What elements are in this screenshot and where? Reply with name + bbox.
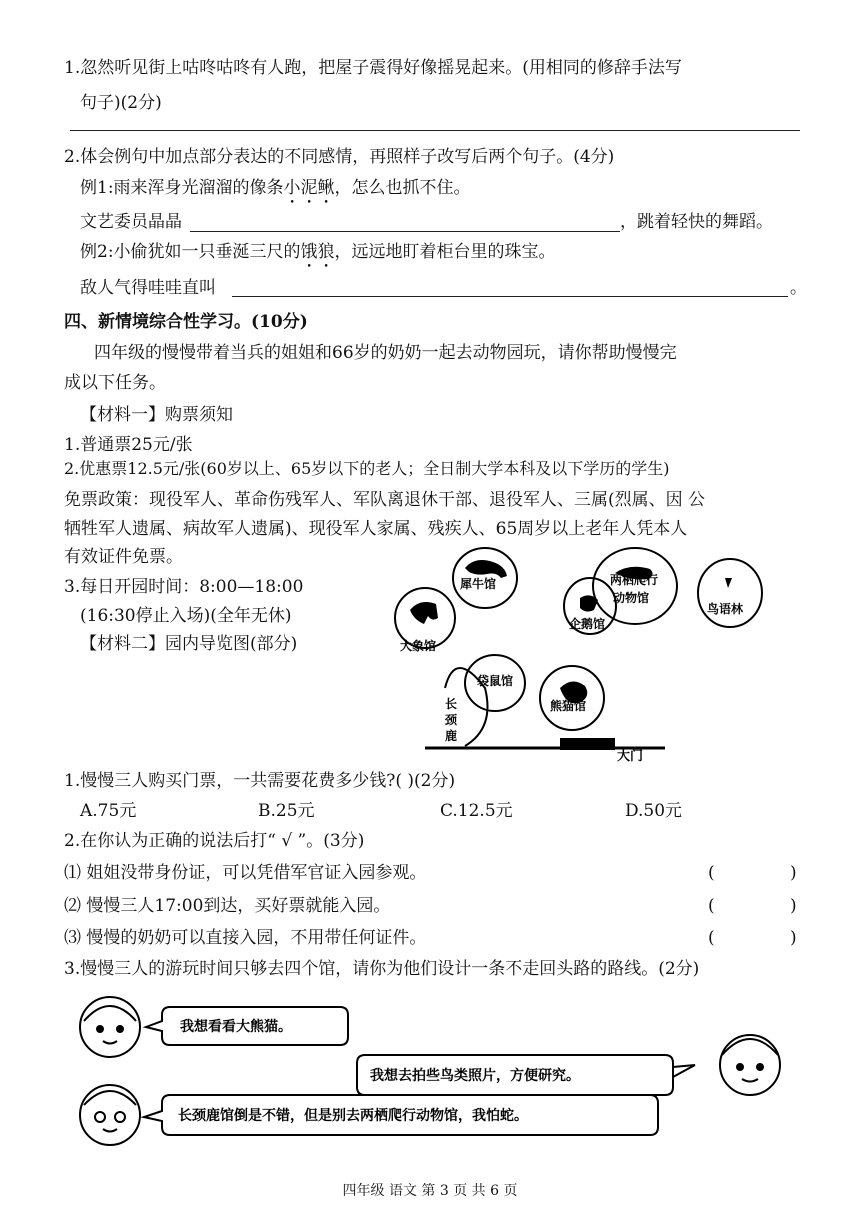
q2-fill1-pre: 文艺委员晶晶 bbox=[80, 212, 182, 232]
q1-answer-line[interactable] bbox=[70, 130, 800, 131]
ex2-dotted: 饿狼 bbox=[300, 242, 335, 262]
q2-fill2-line[interactable] bbox=[232, 296, 788, 297]
task2: 2.在你认为正确的说法后打“ √ ”。(3分) bbox=[64, 831, 365, 851]
map-label-bird-forest: 鸟语林 bbox=[707, 602, 744, 616]
map-label-gate: 大门 bbox=[617, 749, 644, 764]
map-label-giraffe2: 颈 bbox=[445, 713, 458, 727]
q2-title: 2.体会例句中加点部分表达的不同感情，再照样子改写后两个句子。(4分) bbox=[64, 147, 615, 167]
statement2: ⑵ 慢慢三人17:00到达，买好票就能入园。 bbox=[64, 896, 391, 916]
material1-hours: 3.每日开园时间：8:00—18:00 bbox=[64, 577, 304, 597]
dialogue-illustration bbox=[70, 995, 810, 1155]
page-footer: 四年级 语文 第 3 页 共 6 页 bbox=[342, 1183, 518, 1199]
statement2-paren-left[interactable]: ( bbox=[708, 896, 715, 916]
task3: 3.慢慢三人的游玩时间只够去四个馆，请你为他们设计一条不走回头路的路线。(2分) bbox=[64, 959, 700, 979]
statement1-paren-left[interactable]: ( bbox=[708, 863, 715, 883]
map-label-penguin: 企鹅馆 bbox=[569, 617, 606, 631]
statement3-paren-right[interactable]: ) bbox=[790, 928, 797, 948]
grandma-avatar bbox=[80, 1085, 140, 1145]
map-label-giraffe3: 鹿 bbox=[445, 729, 458, 743]
ex2-pre: 例2:小偷犹如一只垂涎三尺的 bbox=[80, 242, 301, 262]
option-c[interactable]: C.12.5元 bbox=[440, 801, 513, 821]
q2-fill2-post: 。 bbox=[790, 278, 807, 298]
ex1-dotted: 小泥鳅 bbox=[283, 178, 335, 198]
material1-free3: 有效证件免票。 bbox=[64, 547, 183, 567]
option-b[interactable]: B.25元 bbox=[258, 801, 315, 821]
section4-title: 四、新情境综合性学习。(10分) bbox=[64, 312, 308, 332]
statement1: ⑴ 姐姐没带身份证，可以凭借军官证入园参观。 bbox=[64, 863, 427, 883]
statement3: ⑶ 慢慢的奶奶可以直接入园，不用带任何证件。 bbox=[64, 928, 427, 948]
option-d[interactable]: D.50元 bbox=[625, 801, 683, 821]
intro-line1: 四年级的慢慢带着当兵的姐姐和66岁的奶奶一起去动物园玩，请你帮助慢慢完 bbox=[94, 343, 677, 363]
material1-free2: 牺牲军人遗属、病故军人遗属)、现役军人家属、残疾人、65周岁以上老年人凭本人 bbox=[64, 519, 688, 539]
q1-line2: 句子)(2分) bbox=[80, 93, 162, 113]
q2-example1 bbox=[80, 177, 471, 208]
option-a[interactable]: A.75元 bbox=[80, 801, 137, 821]
statement2-paren-right[interactable]: ) bbox=[790, 896, 797, 916]
bubble2-text: 我想去拍些鸟类照片，方便研究。 bbox=[370, 1068, 580, 1084]
map-label-reptile2: 动物馆 bbox=[613, 591, 650, 605]
material2-title: 【材料二】园内导览图(部分) bbox=[80, 634, 298, 654]
material1-item1: 1.普通票25元/张 bbox=[64, 435, 193, 455]
map-label-kangaroo: 袋鼠馆 bbox=[477, 674, 514, 688]
map-label-elephant: 大象馆 bbox=[400, 639, 437, 653]
q1-line1: 1.忽然听见街上咕咚咕咚有人跑，把屋子震得好像摇晃起来。(用相同的修辞手法写 bbox=[64, 58, 682, 78]
q2-fill1-post: ，跳着轻快的舞蹈。 bbox=[620, 212, 773, 232]
q2-example2 bbox=[80, 241, 556, 272]
task1: 1.慢慢三人购买门票，一共需要花费多少钱?( )(2分) bbox=[64, 771, 456, 791]
statement3-paren-left[interactable]: ( bbox=[708, 928, 715, 948]
map-label-rhino: 犀牛馆 bbox=[460, 577, 497, 591]
gate-building bbox=[560, 738, 615, 750]
q2-fill1-line[interactable] bbox=[190, 231, 620, 232]
ex2-post: ，远远地盯着柜台里的珠宝。 bbox=[334, 242, 556, 262]
material1-item2: 2.优惠票12.5元/张(60岁以上、65岁以下的老人；全日制大学本科及以下学历的学生) bbox=[64, 459, 670, 478]
map-label-giraffe1: 长 bbox=[445, 697, 458, 711]
zoo-guide-map bbox=[385, 538, 744, 766]
ex1-pre: 例1:雨来浑身光溜溜的像条 bbox=[80, 178, 284, 198]
bubble1-text: 我想看看大熊猫。 bbox=[180, 1019, 292, 1035]
material1-hours-note: (16:30停止入场)(全年无休) bbox=[80, 606, 292, 626]
bird-forest-circle bbox=[698, 559, 762, 627]
material1-free1: 免票政策：现役军人、革命伤残军人、军队离退休干部、退役军人、三属(烈属、因 公 bbox=[64, 490, 706, 510]
statement1-paren-right[interactable]: ) bbox=[790, 863, 797, 883]
map-label-reptile1: 两栖爬行 bbox=[610, 573, 659, 587]
q2-fill2-pre: 敌人气得哇哇直叫 bbox=[80, 278, 216, 298]
material1-title: 【材料一】购票须知 bbox=[80, 405, 233, 425]
bubble3-text: 长颈鹿馆倒是不错，但是别去两栖爬行动物馆，我怕蛇。 bbox=[178, 1108, 528, 1124]
intro-line2: 成以下任务。 bbox=[64, 373, 166, 393]
ex1-post: ，怎么也抓不住。 bbox=[334, 178, 471, 198]
map-label-panda: 熊猫馆 bbox=[550, 699, 587, 713]
boy-avatar bbox=[720, 1035, 780, 1095]
